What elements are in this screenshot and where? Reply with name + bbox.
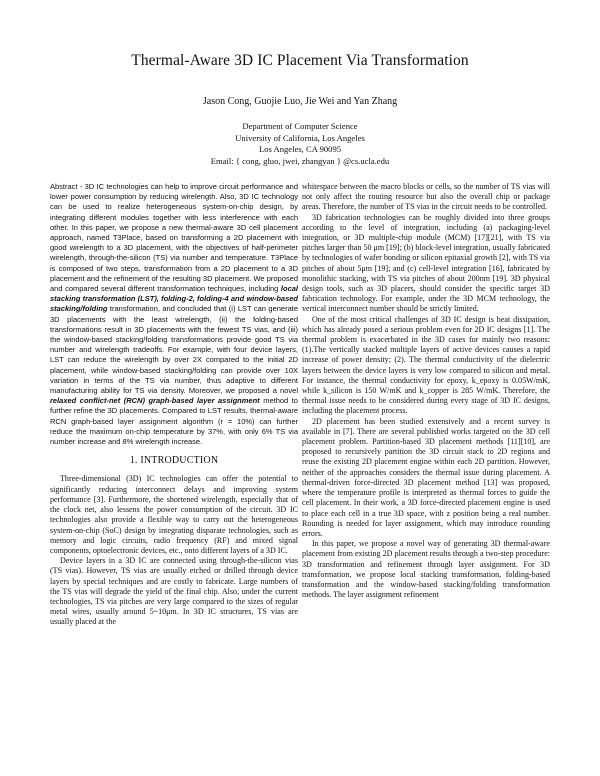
abstract-emphasis-transforms: local stacking transformation (LST), folding-2, folding-4 and window-based stacking/folding [50,284,298,314]
right-paragraph-1: whitespace between the macro blocks or cells, so the number of TS vias will not only affect the routing resource but also the overall chip or package areas. Therefore, the number of TS vias in the circuit needs to be controlled. [302,182,550,212]
intro-paragraph-1: Three-dimensional (3D) IC technologies can offer the potential to significantly reducing interconnect delays and improving system performance [3]. Furthermore, the shortened wirelength, especially that of the clock net, also lessens the power consumption of the circuit. 3D IC technologies also provide a flexible way to carry out the heterogeneous system-on-chip (SoC) design by integrating disparate technologies, such as memory and logic circuits, radio frequency (RF) and mixed signal components, optoelectronic devices, etc., onto different layers of a 3D IC. [50,474,298,555]
paper-title: Thermal-Aware 3D IC Placement Via Transformation [131,52,469,69]
right-paragraph-5: In this paper, we propose a novel way of generating 3D thermal-aware placement from existing 2D placement results through a two-step procedure: 3D transformation and refinement through layer assignment. For 3D transformation, we propose local stacking transformation, folding-based transformation and the window-based stacking/folding transformation methods. The layer assignment refinement [302,539,550,600]
right-paragraph-2: 3D fabrication technologies can be roughly divided into three groups according to the level of integration, including (a) packaging-level integration, or 3D multiple-chip module (MCM) [17][21], with TS via pitches larger than 50 μm [19]; (b) block-level integration, usually fabricated by technologies of wafer bonding or silicon epitaxial growth [2], with TS via pitches of about 5μm [19]; and (c) cell-level integration [16], fabricated by monolithic stacking, with TS via pitches of about 200nm [19]. 3D physical design tools, such as 3D placers, should consider the specific target 3D fabrication technology. For example, under the 3D MCM technology, the vertical interconnect number should be strictly limited. [302,212,550,314]
paper-authors: Jason Cong, Guojie Luo, Jie Wei and Yan Zhang [202,96,398,107]
intro-paragraph-2: Device layers in a 3D IC are connected using through-the-silicon vias (TS vias). However, TS vias are usually etched or drilled through device layers by special techniques and are costly to fabricate. Large numbers of the TS vias will degrade the yield of the final chip. Also, under the current technologies, TS via pitches are very large compared to the sizes of regular metal wires, usually around 5~10μm. In 3D IC structures, TS vias are usually placed at the [50,556,298,627]
abstract-text-b: transformation, and concluded that (i) LST can generate 3D placements with the least wirelength, (ii) the folding-based transformations result in 3D placements with the fewest TS vias, and (iii) the window-based stacking/folding transformations provide good TS via number and wirelength tradeoffs. For example, with four device layers, LST can reduce the wirelength by over 2X compared to the initial 2D placement, while window-based stacking/folding can provide over 10X variation in terms of the TS via number, thus adaptive to different manufacturing ability for TS via density. Moreover, we proposed a novel [50,304,298,396]
abstract-paragraph [50,182,298,447]
right-paragraph-4: 2D placement has been studied extensively and a recent survey is available in [7]. There are several published works targeted on the 3D cell placement problem. Partition-based 3D placement methods [11][10], are proposed to recursively partition the 3D circuit stack to 2D regions and reuse the existing 2D placement engine within each 2D partition. However, neither of the approaches considers the thermal issue during placement. A thermal-driven force-directed 3D placement method [13] was proposed, where the temperature profile is interpreted as thermal forces to guide the cell placement. In their work, a 3D force-directed placement engine is used to place each cell in a true 3D space, with z position being a real number. Rounding is needed for layer assignment, which may introduce rounding errors. [302,416,550,538]
affiliation-block [0,121,600,167]
left-column [50,182,298,628]
section-heading-introduction: 1. INTRODUCTION [129,455,219,467]
affiliation-university: University of California, Los Angeles [235,132,365,143]
affiliation-city: Los Angeles, CA 90095 [258,144,342,155]
right-paragraph-3: One of the most critical challenges of 3D IC design is heat dissipation, which has already posed a serious problem even for 2D IC designs [1]. The thermal problem is exacerbated in the 3D cases for mainly two reasons: (1).The vertically stacked multiple layers of active devices causes a rapid increase of power density; (2). The thermal conductivity of the dielectric layers between the device layers is very low compared to silicon and metal. For instance, the thermal conductivity for epoxy, k_epoxy is 0.05W/mK, while k_silicon is 150 W/mK and k_copper is 285 W/mK. Therefore, the thermal issue needs to be considered during every stage of 3D IC designs, including the placement process. [302,314,550,416]
abstract-text-c: method to further refine the 3D placements. Compared to LST results, thermal-aware RCN graph-based layer assignment algorithm (r = 10%) can further reduce the maximum on-chip temperature by 37%, with only 6% TS via number increase and 8% wirelength increase. [50,396,298,447]
affiliation-department: Department of Computer Science [242,121,358,131]
right-column [302,182,550,600]
affiliation-email: Email: { cong, gluo, jwei, zhangyan } @cs.ucla.edu [210,155,390,166]
abstract-text-a: Abstract - 3D IC technologies can help to improve circuit performance and lower power consumption by reducing wirelength. Also, 3D IC technology can be used to realize heterogeneous system-on-chip design, by integrating different modules together with less interference with each other. In this paper, we propose a new thermal-aware 3D cell placement approach, named T3Place, based on transforming a 2D placement with good wirelength to a 3D placement, with the objectives of half-perimeter wirelength, through-the-silicon (TS) via number and temperature. T3Place is composed of two steps, transformation from a 2D placement to a 3D placement and the refinement of the resulting 3D placement. We proposed and compared several different transformation techniques, including [50,182,298,294]
abstract-emphasis-rcn: relaxed conflict-net (RCN) graph-based layer assignment [50,396,260,406]
